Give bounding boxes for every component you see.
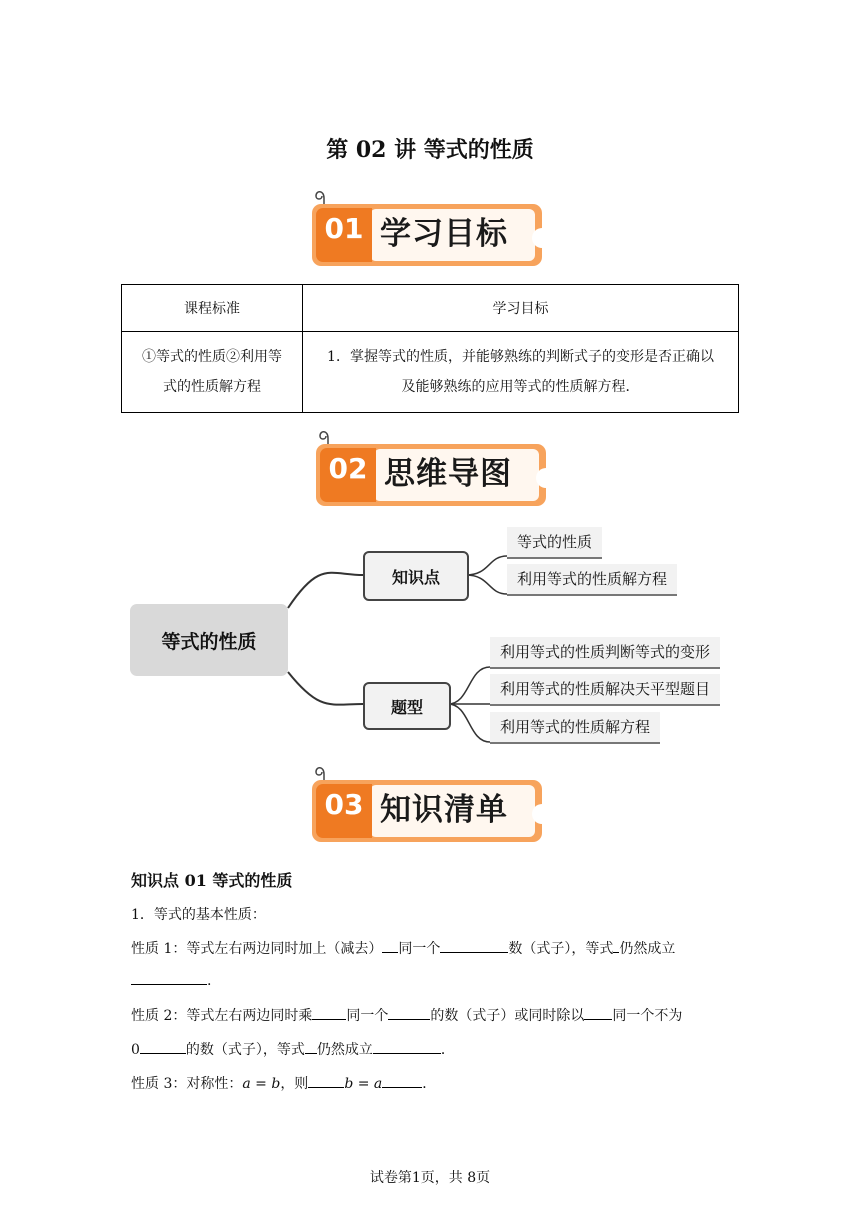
page-title: 第 02 讲 等式的性质 <box>326 137 534 163</box>
mind-map-leaf: 等式的性质 <box>507 527 602 559</box>
section-label: 学习目标 <box>380 216 508 252</box>
standard-line: ①等式的性质②利用等 <box>142 349 282 365</box>
knowledge-point-title: 知识点 01 等式的性质 <box>131 871 293 890</box>
mind-map-branch: 题型 <box>363 682 451 730</box>
section-number: 01 <box>324 212 364 245</box>
property-1-blank-line: . <box>131 970 211 989</box>
property-1-line: 性质 1：等式左右两边同时加上（减去） 同一个 数（式子），等式 仍然成立 <box>131 938 675 958</box>
knowledge-intro: 1．等式的基本性质： <box>131 907 266 923</box>
section-label: 知识清单 <box>380 792 508 828</box>
header-goal: 学习目标 <box>303 285 739 332</box>
mind-map-leaf: 利用等式的性质解方程 <box>507 564 677 596</box>
equation: b = a <box>344 1076 383 1092</box>
goal-line: 及能够熟练的应用等式的性质解方程． <box>401 379 640 395</box>
goal-line: 1．掌握等式的性质，并能够熟练的判断式子的变形是否正确以 <box>327 349 714 365</box>
standard-line: 式的性质解方程 <box>163 379 261 395</box>
header-standard: 课程标准 <box>122 285 303 332</box>
property-3-line: 性质 3：对称性：a = b，则 b = a ． <box>131 1073 436 1093</box>
mind-map-leaf: 利用等式的性质判断等式的变形 <box>490 637 720 669</box>
equation: a = b <box>242 1076 281 1092</box>
section-banner-knowledge <box>312 760 552 850</box>
mind-map-leaf: 利用等式的性质解方程 <box>490 712 660 744</box>
mind-map-branch: 知识点 <box>363 551 469 601</box>
page-footer: 试卷第1页，共 8页 <box>369 1170 491 1186</box>
section-number: 03 <box>324 788 364 821</box>
section-label: 思维导图 <box>384 456 512 492</box>
section-number: 02 <box>328 452 368 485</box>
mind-map-leaf: 利用等式的性质解决天平型题目 <box>490 674 720 706</box>
mind-map-root: 等式的性质 <box>130 604 288 676</box>
property-2-cont-line: 0 的数（式子），等式 仍然成立 ． <box>131 1039 455 1059</box>
property-2-line: 性质 2：等式左右两边同时乘 同一个 的数（式子）或同时除以 同一个不为 <box>131 1005 682 1025</box>
